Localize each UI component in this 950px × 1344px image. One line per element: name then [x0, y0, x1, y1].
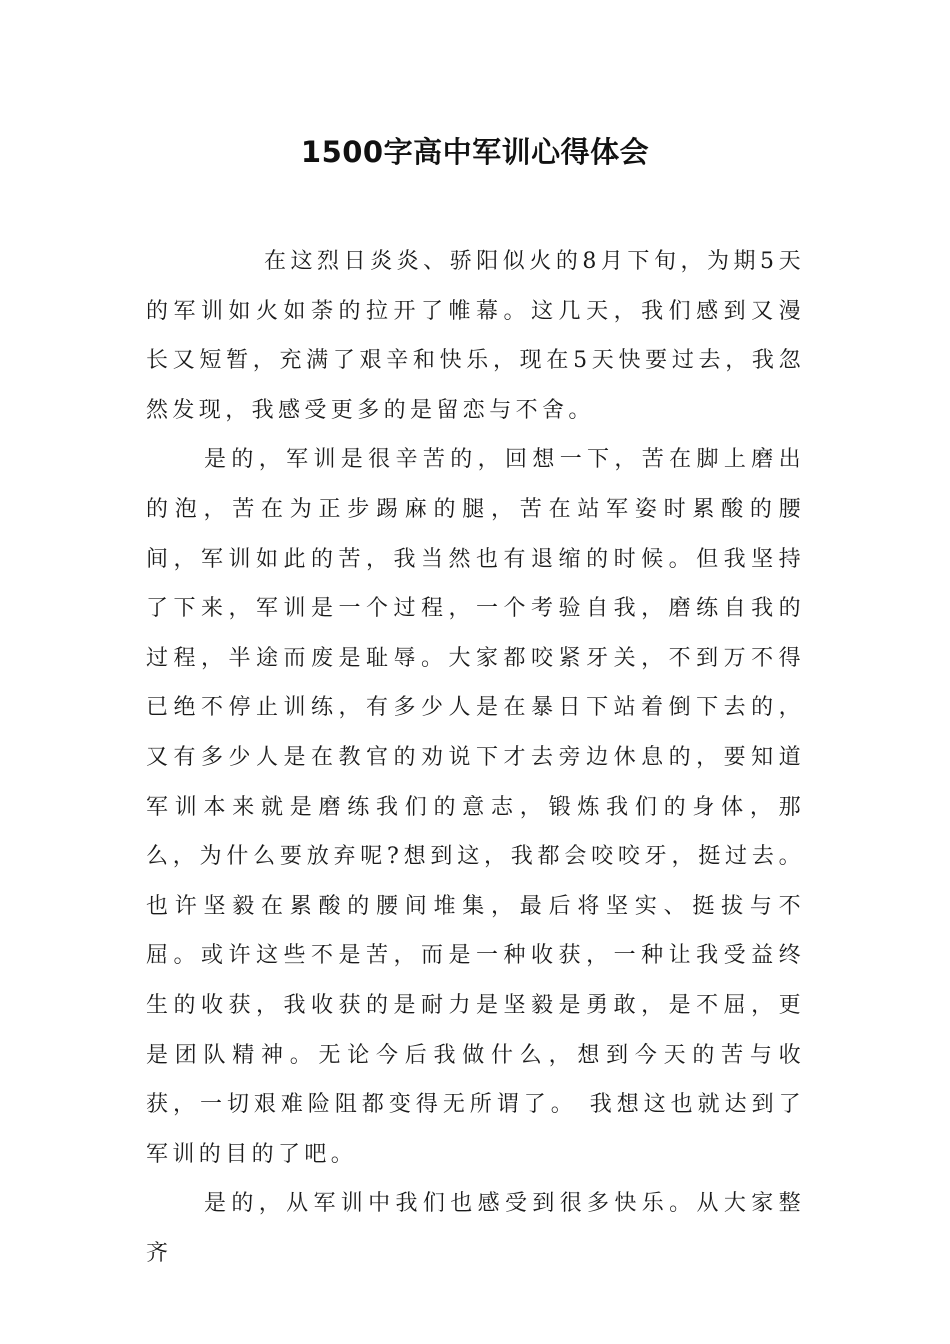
paragraph-3: 是的，从军训中我们也感受到很多快乐。从大家整齐 [146, 1191, 805, 1266]
document-body [146, 237, 805, 1278]
paragraph-1: 在这烈日炎炎、骄阳似火的8月下旬，为期5天的军训如火如荼的拉开了帷幕。这几天，我们感到又漫长又短暂，充满了艰辛和快乐，现在5天快要过去，我忽然发现，我感受更多的是留恋与不舍。 [146, 249, 805, 423]
document-title: 1500字高中军训心得体会 [300, 135, 650, 169]
paragraph-2: 是的，军训是很辛苦的，回想一下，苦在脚上磨出的泡，苦在为正步踢麻的腿，苦在站军姿时累酸的腰间，军训如此的苦，我当然也有退缩的时候。但我坚持了下来，军训是一个过程，一个考验自我，磨练自我的过程，半途而废是耻辱。大家都咬紧牙关，不到万不得已绝不停止训练，有多少人是在暴日下站着倒下去的，又有多少人是在教官的劝说下才去旁边休息的，要知道军训本来就是磨练我们的意志，锻炼我们的身体，那么，为什么要放弃呢?想到这，我都会咬咬牙，挺过去。也许坚毅在累酸的腰间堆集，最后将坚实、挺拔与不屈。或许这些不是苦，而是一种收获，一种让我受益终生的收获，我收获的是耐力是坚毅是勇敢，是不屈，更是团队精神。无论今后我做什么，想到今天的苦与收获，一切艰难险阻都变得无所谓了。 我想这也就达到了军训的目的了吧。 [146, 447, 805, 1167]
